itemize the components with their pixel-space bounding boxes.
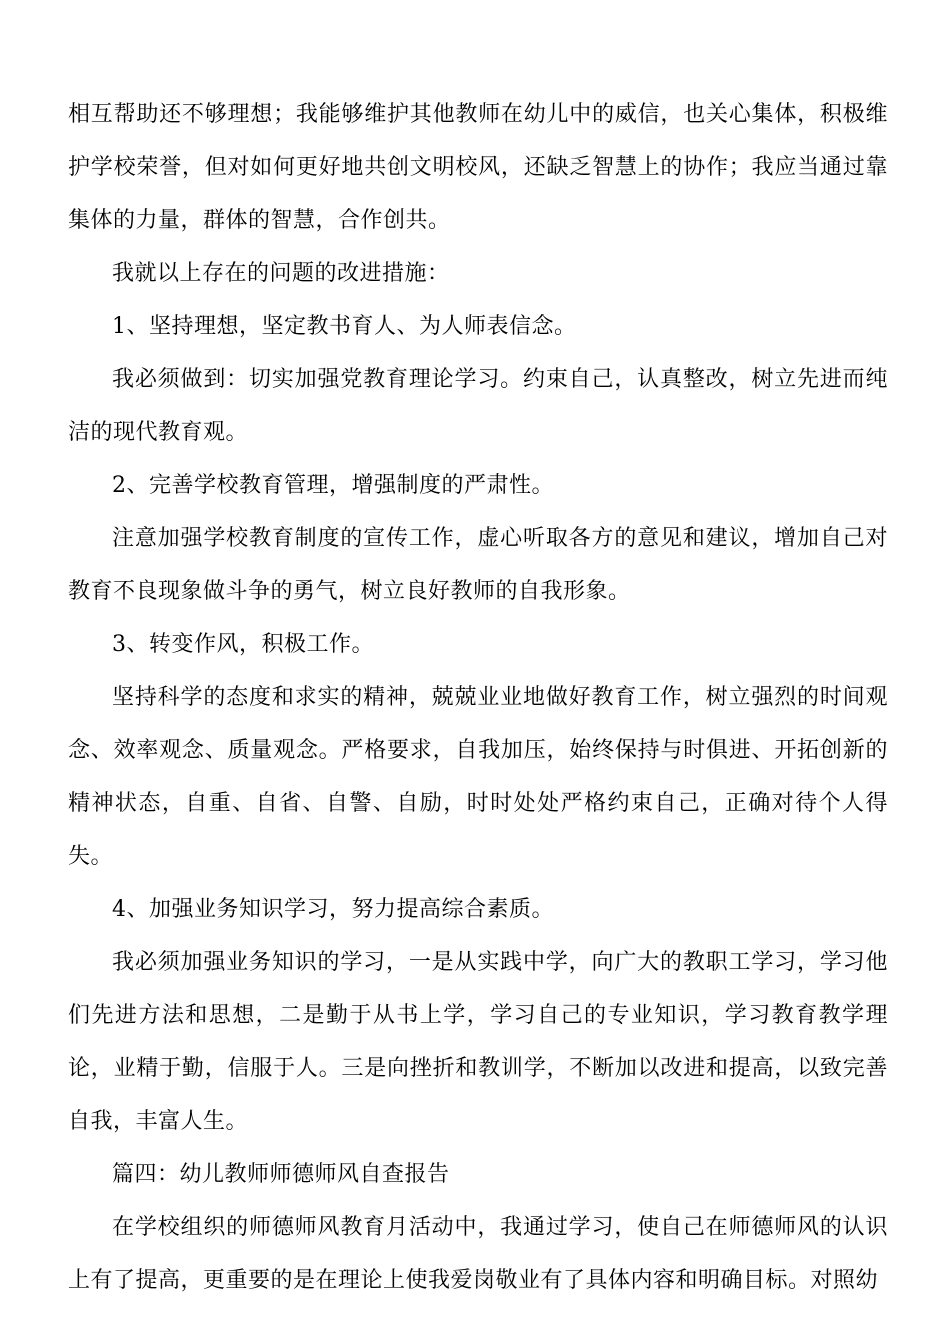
paragraph-item-1-heading: 1、坚持理想，坚定教书育人、为人师表信念。 xyxy=(112,314,577,339)
paragraph-item-1-body: 我必须做到：切实加强党教育理论学习。约束自己，认真整改，树立先进而纯洁的现代教育观。 xyxy=(68,367,888,445)
paragraph-continuation: 相互帮助还不够理想；我能够维护其他教师在幼儿中的威信，也关心集体，积极维护学校荣誉，但对如何更好地共创文明校风，还缺乏智慧上的协作；我应当通过靠集体的力量，群体的智慧，合作创共。 xyxy=(68,102,888,233)
paragraph-improvement-intro: 我就以上存在的问题的改进措施： xyxy=(112,261,450,286)
paragraph-item-4-heading: 4、加强业务知识学习，努力提高综合素质。 xyxy=(112,897,554,922)
paragraph-item-3-body: 坚持科学的态度和求实的精神，兢兢业业地做好教育工作，树立强烈的时间观念、效率观念、质量观念。严格要求，自我加压，始终保持与时俱进、开拓创新的精神状态，自重、自省、自警、自励，时时处处严格约束自己，正确对待个人得失。 xyxy=(68,685,888,869)
document-body xyxy=(68,88,888,1307)
paragraph-item-3-heading: 3、转变作风，积极工作。 xyxy=(112,632,374,657)
section-title-part-four: 篇四：幼儿教师师德师风自查报告 xyxy=(112,1162,450,1187)
paragraph-item-2-body: 注意加强学校教育制度的宣传工作，虚心听取各方的意见和建议，增加自己对教育不良现象做斗争的勇气，树立良好教师的自我形象。 xyxy=(68,526,888,604)
paragraph-item-2-heading: 2、完善学校教育管理，增强制度的严肃性。 xyxy=(112,473,554,498)
paragraph-item-4-body: 我必须加强业务知识的学习，一是从实践中学，向广大的教职工学习，学习他们先进方法和思想，二是勤于从书上学，学习自己的专业知识，学习教育教学理论，业精于勤，信服于人。三是向挫折和教训学，不断加以改进和提高，以致完善自我，丰富人生。 xyxy=(68,950,888,1134)
paragraph-part-four-intro: 在学校组织的师德师风教育月活动中，我通过学习，使自己在师德师风的认识上有了提高，更重要的是在理论上使我爱岗敬业有了具体内容和明确目标。对照幼 xyxy=(68,1215,888,1293)
